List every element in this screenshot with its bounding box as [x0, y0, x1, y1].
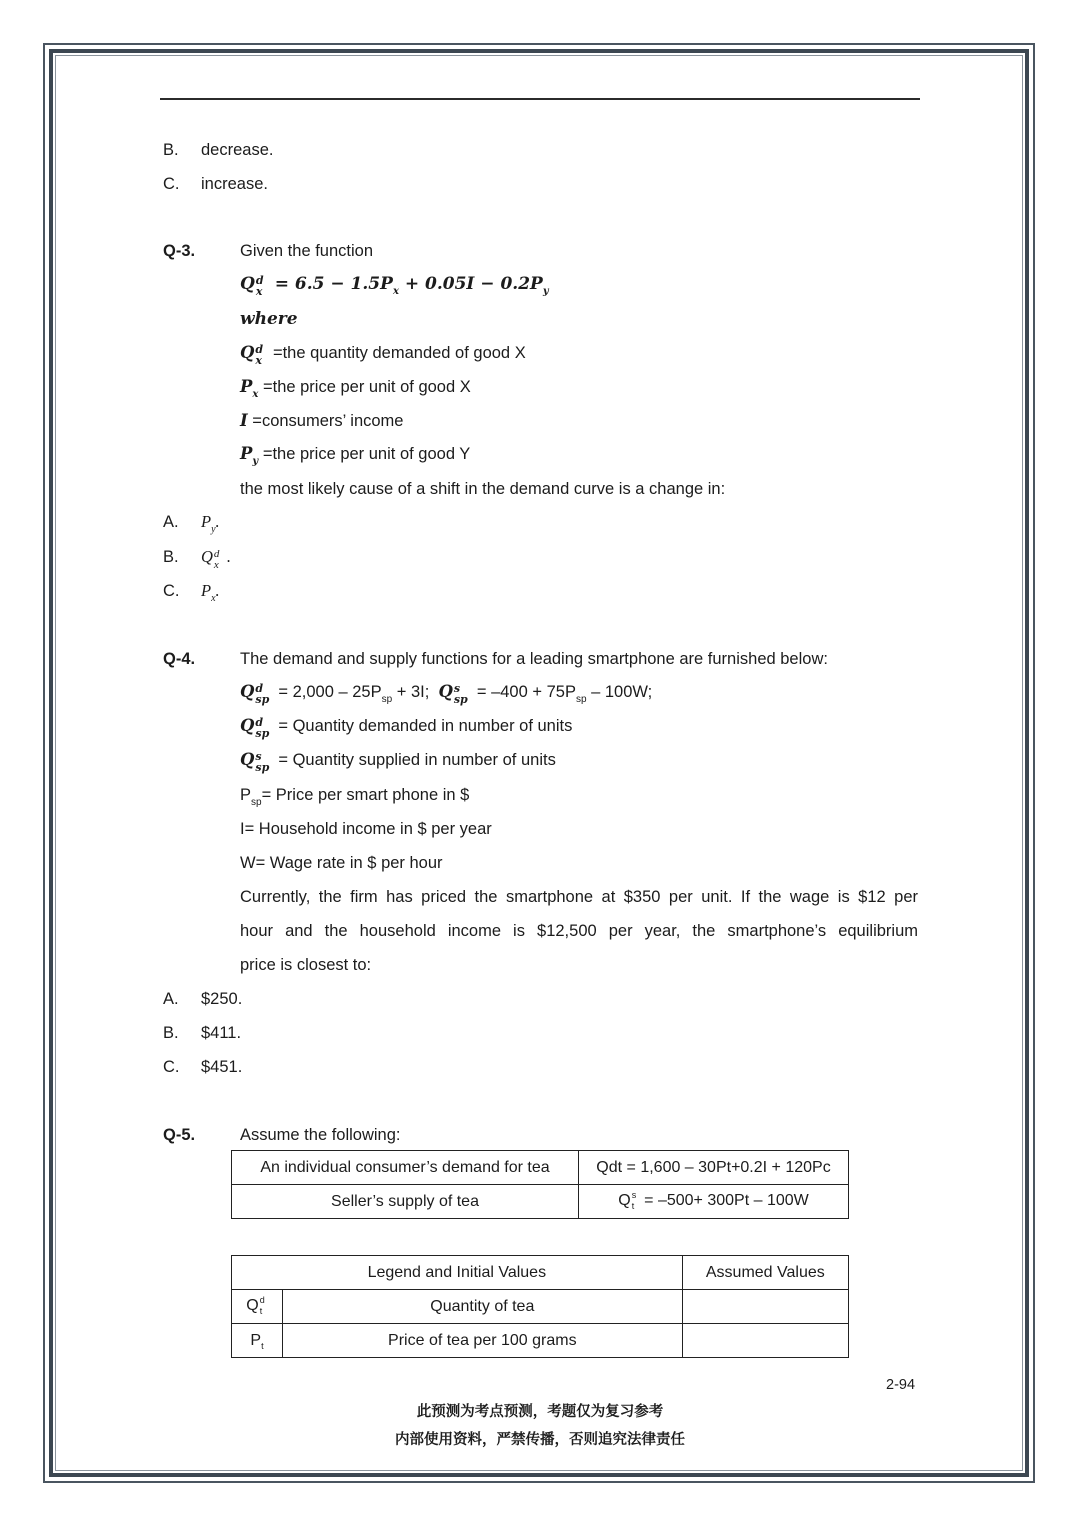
table-cell: Q d t: [232, 1290, 283, 1324]
q5-number: Q-5.: [163, 1126, 196, 1144]
q4-option-a: $250.: [201, 990, 243, 1008]
q3-question: the most likely cause of a shift in the demand curve is a change in:: [240, 480, 726, 498]
q4-option-c: $451.: [201, 1058, 243, 1076]
q3-intro: Given the function: [240, 242, 373, 260]
q4-def-i: I= Household income in $ per year: [240, 820, 492, 838]
table-header: Assumed Values: [682, 1256, 848, 1290]
prev-option-c-text: increase.: [201, 175, 268, 193]
q4-def-w: W= Wage rate in $ per hour: [240, 854, 443, 872]
q4-functions: Q d sp = $2,000 - 25P_{sp} + 3I$; Q s sp = $-400 + 75P_{sp} - 100W$;: [240, 682, 653, 706]
q5-functions-table: [231, 1150, 849, 1219]
table-cell: Q s t = –500+ 300Pt – 100W: [579, 1185, 849, 1219]
q4-number: Q-4.: [163, 650, 196, 668]
q3-def-px: $P_x =the$ price per unit of good X: [240, 377, 471, 400]
prev-option-b-text: decrease.: [201, 141, 274, 159]
table-header: Legend and Initial Values: [232, 1256, 683, 1290]
footer-line-1: 此预测为考点预测，考题仅为复习参考: [416, 1404, 664, 1420]
q3-option-c: $P_x$.: [201, 581, 220, 604]
table-cell: Price of tea per 100 grams: [283, 1324, 683, 1358]
q4-option-b-label: B.: [163, 1024, 179, 1042]
q4-option-b: $411.: [201, 1024, 242, 1042]
q3-option-a: $P_y$.: [201, 512, 220, 535]
page-number: 2-94: [886, 1377, 916, 1393]
table-row: [232, 1324, 849, 1358]
q3-def-py: $P_y =the$ price per unit of good Y: [240, 444, 471, 467]
q4-def-qs: Q s sp = Quantity supplied in number of units: [240, 750, 556, 774]
table-cell: Seller’s supply of tea: [232, 1185, 579, 1219]
q4-option-c-label: C.: [163, 1058, 180, 1076]
prev-option-b-label: B.: [163, 141, 179, 159]
q3-def-qxd: Q d x =the quantity demanded of good X: [240, 343, 526, 367]
q4-paragraph-line2: hour and the household income is $12,500 per year, the smartphone’s equilibrium: [240, 922, 918, 940]
q3-def-i: I =consumers’ income: [240, 411, 404, 430]
table-row: [232, 1290, 849, 1324]
q3-option-b-label: B.: [163, 548, 179, 566]
table-row: [232, 1256, 849, 1290]
q3-option-a-label: A.: [163, 513, 179, 531]
q3-equation: Q d x = $6.5 - 1.5P_x + 0.05I - 0.2P_y$: [240, 274, 549, 298]
table-cell: An individual consumer’s demand for tea: [232, 1151, 579, 1185]
table-cell: Quantity of tea: [283, 1290, 683, 1324]
q4-option-a-label: A.: [163, 990, 179, 1008]
q4-intro: The demand and supply functions for a leading smartphone are furnished below:: [240, 650, 828, 668]
table-cell: [682, 1290, 848, 1324]
table-cell: Qdt = 1,600 – 30Pt+0.2I + 120Pc: [579, 1151, 849, 1185]
q3-option-c-label: C.: [163, 582, 180, 600]
q3-where: where: [240, 309, 298, 329]
header-rule: [160, 98, 920, 100]
q3-option-b: Q d x .: [201, 547, 232, 571]
q3-number: Q-3.: [163, 242, 196, 260]
q4-paragraph-line1: Currently, the firm has priced the smartphone at $350 per unit. If the wage is $12 per: [240, 888, 918, 906]
table-cell: $P_t$: [232, 1324, 283, 1358]
table-row: [232, 1151, 849, 1185]
table-cell: [682, 1324, 848, 1358]
q4-paragraph-line3: price is closest to:: [240, 956, 372, 974]
footer-line-2: 内部使用资料，严禁传播，否则追究法律责任: [395, 1432, 685, 1448]
q4-def-psp: $P_{sp}=$ Price per smart phone in $: [240, 786, 470, 808]
table-row: [232, 1185, 849, 1219]
q5-intro: Assume the following:: [240, 1126, 401, 1144]
prev-option-c-label: C.: [163, 175, 180, 193]
q5-legend-table: [231, 1255, 849, 1358]
q4-def-qd: Q d sp = Quantity demanded in number of units: [240, 716, 573, 740]
